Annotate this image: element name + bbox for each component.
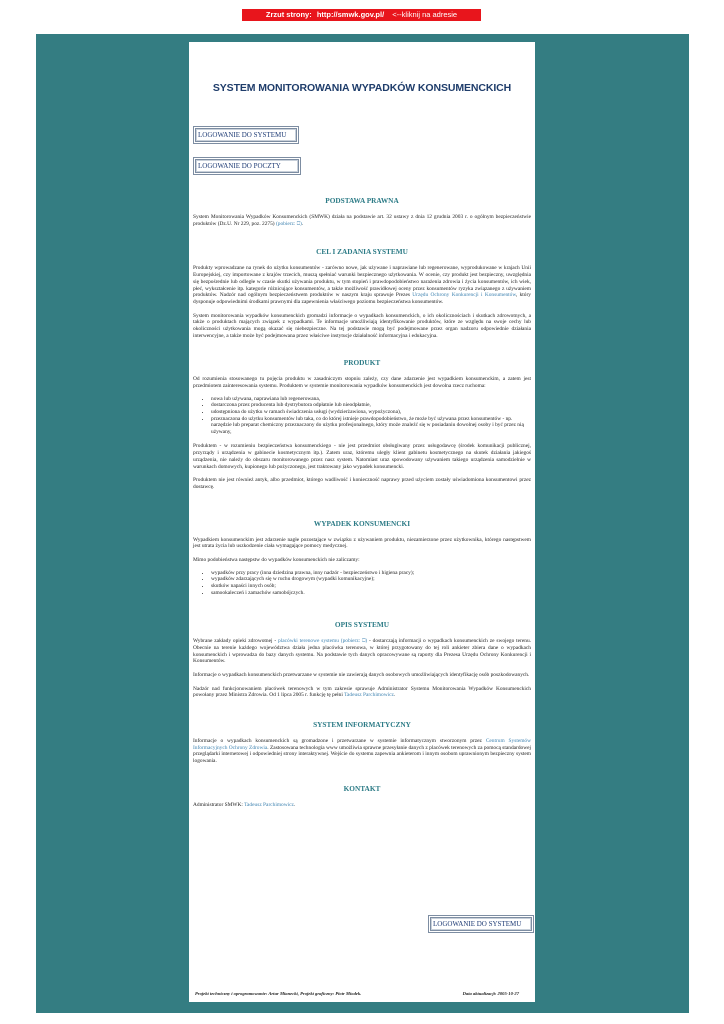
section-heading-cel: CEL I ZADANIA SYSTEMU	[316, 247, 408, 257]
text: .	[301, 220, 304, 227]
list-item: • nowa lub używana, naprawiana lub regenerowana,	[211, 396, 531, 403]
section-heading-informatyczny: SYSTEM INFORMATYCZNY	[313, 720, 411, 730]
banner-url-link[interactable]: http://smwk.gov.pl/	[316, 10, 385, 19]
wypadek-list	[193, 570, 531, 596]
text: Produkty wprowadzane na rynek do użytku konsumentów - zarówno nowe, jak używane i naprawiane lub regenerowane, wyprodukowane w krajach Unii Europejskiej, czy importowane z krajów trzecich, muszą spełniać warunki bezpiecznego użytkowania. W ocenie, czy produkt jest bezpieczny, uwzględnia się bezpośrednie lub odległe w czasie skutki używania produktu, w tym stopień i prawdopodobieństwo narażenia zdrowia i życia konsumentów, ich wiek, płeć, wykształcenie itp. kategorie różnicujące konsumentów, a także możliwość prawidłowej oceny przez konsumentów ryzyka związanego z używaniem produktów. Nadzór nad ogólnym bezpieczeństwem produktów w naszym kraju sprawuje Prezes	[193, 265, 531, 299]
top-banner	[242, 9, 481, 21]
podstawa-paragraph	[193, 214, 531, 227]
list-item: • przeznaczona do użytku konsumentów lub taka, co do której istnieje prawdopodobieństwo, że może być używana przez konsumentów - np. narzędzie lub preparat chemiczny przeznaczony do użytku profesjonalnego, który może znaleźć się w posiadaniu dowolnej osoby i być przez nią używany,	[211, 416, 531, 436]
text: .	[393, 692, 396, 699]
uokik-link[interactable]: Urzędu Ochrony Konkurencji i Konsumentów	[412, 292, 516, 299]
administrator-link[interactable]: Tadeusz Parchimowicz	[344, 692, 394, 699]
login-mail-button[interactable]: LOGOWANIE DO POCZTY	[193, 157, 301, 175]
list-item: • wypadków zdarzających się w ruchu drogowym (wypadki komunikacyjne);	[211, 576, 531, 583]
text: System Monitorowania Wypadków Konsumenckich (SMWK) działa na podstawie art. 32 ustawy z dnia 12 grudnia 2003 r. o ogólnym bezpieczeństwie produktów (Dz.U. Nr 229, poz. 2275)	[193, 214, 531, 227]
text: . Zastosowana technologia www umożliwia sprawne przesyłanie danych z placówek terenowych za pomocą standardowej przeglądarki internetowej i odpowiedniej strony interaktywnej. Wejście do systemu zapewnia ankieterom i innym osobom uprawnionym bezpieczny system logowania.	[193, 744, 532, 765]
download-link[interactable]: (pobierz: ⎕)	[275, 220, 302, 227]
text: Administrator SMWK:	[193, 801, 245, 808]
section-heading-podstawa: PODSTAWA PRAWNA	[325, 196, 399, 205]
text: - dostarczają informacji o wypadkach konsumenckich ze swojego terenu. Obecnie na terenie każdego województwa działa jedna placówka terenowa, w której przygotowany do tej roli ankieter zbiera dane o wypadkach konsumenckich i wprowadza do bazy danych systemu. Na podstawie tych danych opracowywane są raporty dla Prezesa Urzędu Ochrony Konkurencji i Konsumentów.	[193, 638, 531, 665]
content-page	[189, 42, 535, 1002]
wypadek-paragraph-2: Mimo podobieństwa następstw do wypadków konsumenckich nie zaliczamy:	[193, 557, 360, 564]
wypadek-paragraph-1: Wypadkiem konsumenckim jest zdarzenie nagłe pozostające w związku z używaniem produktu, niezamierzone przez użytkownika, którego następstwem jest utrata życia lub uszkodzenie ciała wymagające pomocy medycznej.	[193, 536, 531, 550]
page-frame	[36, 34, 689, 1013]
text: Wybrane zakłady opieki zdrowotnej -	[193, 638, 279, 645]
opis-paragraph-3	[193, 686, 531, 699]
list-item: • wypadków przy pracy (inna dziedzina prawna, inny nadzór - bezpieczeństwo i higiena pracy);	[211, 570, 531, 577]
section-heading-produkt: PRODUKT	[343, 358, 381, 368]
cel-paragraph-1	[193, 265, 531, 305]
section-heading-opis: OPIS SYSTEMU	[334, 620, 390, 630]
cel-paragraph-2: System monitorowania wypadków konsumenckich gromadzi informacje o wypadkach konsumenckich, o ich okolicznościach i skutkach zdrowotnych, a także o produktach mających związek z wypadkami. Te informacje umożliwiają identyfikowanie produktów, które ze względu na swoje cechy lub okoliczności użytkowania mogą okazać się niebezpieczne. Na tej podstawie mogą być podejmowane przez organ nadzoru odpowiednie działania interwencyjne, a także może być podejmowana przez właściwe instytucje działalność informacyjna i edukacyjna.	[193, 312, 531, 339]
footer-update-date: Data aktualizacji: 2005-10-27	[462, 991, 519, 996]
text: Informacje o wypadkach konsumenckich są gromadzone i przetwarzane w systemie informatycznym stworzonym przez	[193, 738, 486, 745]
kontakt-paragraph	[193, 802, 531, 809]
footer	[195, 991, 529, 996]
footer-credits: Projekt techniczny i oprogramowanie: Artur Mianecki, Projekt graficzny: Piotr Miodek.	[195, 991, 362, 996]
csioz-link[interactable]: Centrum Systemów Informacyjnych Ochrony Zdrowia	[193, 738, 531, 751]
list-item: • skutków napaści innych osób;	[211, 583, 531, 590]
banner-hint: <--kliknij na adresie	[392, 10, 458, 19]
list-item: • dostarczona przez producenta lub dystrybutora odpłatnie lub nieodpłatnie,	[211, 402, 531, 409]
informatyczny-paragraph	[193, 738, 531, 765]
page-title: SYSTEM MONITOROWANIA WYPADKÓW KONSUMENCKICH	[212, 82, 512, 94]
placowki-link[interactable]: placówki terenowe systemu (pobierz: ⎕)	[278, 638, 368, 645]
opis-paragraph-2: Informacje o wypadkach konsumenckich przetwarzane w systemie nie zawierają danych osobowych umożliwiających identyfikację osób poszkodowanych.	[193, 671, 530, 678]
text: .	[293, 801, 296, 808]
kontakt-admin-link[interactable]: Tadeusz Parchimowicz	[244, 801, 294, 808]
produkt-paragraph-3: Produktem nie jest również antyk, albo przedmiot, którego wadliwość i konieczność naprawy przed użyciem zostały uświadomiona konsumentowi przez dostawcę.	[193, 477, 531, 490]
login-system-button[interactable]: LOGOWANIE DO SYSTEMU	[193, 126, 299, 144]
section-heading-kontakt: KONTAKT	[343, 783, 381, 793]
produkt-paragraph-2: Produktem - w rozumieniu bezpieczeństwa konsumenckiego - nie jest przedmiot obsługiwany przez usługodawcę (środek komunikacji publicznej, przyrządy i urządzenia w gabinecie kosmetycznym itp.). Zatem uraz, któremu uległy klient gabinetu kosmetycznego na skutek działania jakiegoś urządzenia, nie należy do obszaru monitorowanego przez nasz system. Natomiast uraz spowodowany używaniem takiego urządzenia samodzielnie w warunkach domowych, kupionego lub pożyczonego, jest traktowany jako wypadek konsumencki.	[193, 443, 531, 470]
produkt-paragraph-1: Od rozumienia stosowanego tu pojęcia produktu w zasadniczym stopniu zależy, czy dane zdarzenie jest wypadkiem konsumenckim, a zatem jest przedmiotem zainteresowania systemu. Produktem w systemie monitorowania wypadków konsumenckich jest dowolna rzecz ruchoma:	[193, 376, 531, 390]
login-system-bottom-button[interactable]: LOGOWANIE DO SYSTEMU	[428, 915, 534, 933]
list-item: • samookaleczeń i zamachów samobójczych.	[211, 590, 531, 597]
text: Nadzór nad funkcjonowaniem placówek terenowych w tym zakresie sprawuje Administrator Systemu Monitorowania Wypadków Konsumenckich powołany przez Ministra Zdrowia. Od 1 lipca 2005 r. funkcję tę pełni	[193, 685, 531, 699]
text: , który dysponuje odpowiednimi środkami prawnymi dla zapewnienia właściwego poziomu bezpieczeństwa konsumentów.	[193, 292, 531, 305]
list-item: • udostępniona do użytku w ramach świadczenia usługi (wydzierżawiona, wypożyczona),	[211, 409, 531, 416]
banner-label: Zrzut strony:	[265, 10, 312, 19]
produkt-list	[193, 396, 531, 436]
opis-paragraph-1	[193, 638, 531, 665]
section-heading-wypadek: WYPADEK KONSUMENCKI	[313, 518, 411, 528]
